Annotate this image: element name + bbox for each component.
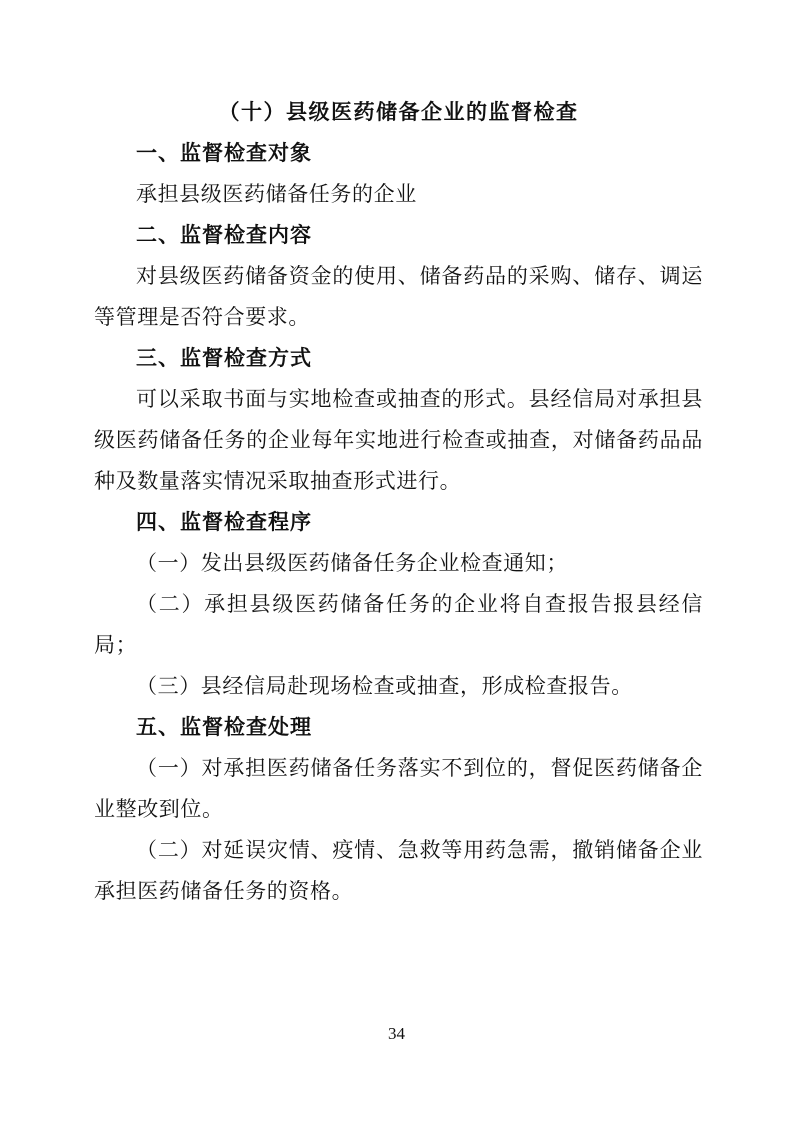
page-number: 34 bbox=[388, 1024, 405, 1043]
section-heading-4: 四、监督检查程序 bbox=[136, 511, 312, 534]
paragraph: （二）对延误灾情、疫情、急救等用药急需，撤销储备企业承担医药储备任务的资格。 bbox=[94, 838, 703, 903]
section-inspection-handling bbox=[94, 707, 703, 912]
page-title: （十）县级医药储备企业的监督检查 bbox=[218, 100, 579, 124]
section-inspection-target bbox=[94, 133, 703, 215]
paragraph: （一）对承担医药储备任务落实不到位的，督促医药储备企业整改到位。 bbox=[94, 756, 703, 821]
document-content bbox=[94, 92, 703, 912]
section-inspection-method bbox=[94, 338, 703, 502]
section-heading-3: 三、监督检查方式 bbox=[136, 347, 312, 370]
paragraph: 对县级医药储备资金的使用、储备药品的采购、储存、调运等管理是否符合要求。 bbox=[94, 264, 703, 329]
section-heading-1: 一、监督检查对象 bbox=[136, 142, 312, 165]
section-heading-2: 二、监督检查内容 bbox=[136, 224, 312, 247]
paragraph: 可以采取书面与实地检查或抽查的形式。县经信局对承担县级医药储备任务的企业每年实地进行检查或抽查，对储备药品品种及数量落实情况采取抽查形式进行。 bbox=[94, 387, 703, 493]
section-inspection-content bbox=[94, 215, 703, 338]
section-inspection-procedure bbox=[94, 502, 703, 707]
paragraph: （三）县经信局赴现场检查或抽查，形成检查报告。 bbox=[136, 674, 633, 698]
paragraph: （一）发出县级医药储备任务企业检查通知； bbox=[136, 551, 568, 575]
paragraph: 承担县级医药储备任务的企业 bbox=[136, 182, 417, 206]
paragraph: （二）承担县级医药储备任务的企业将自查报告报县经信局； bbox=[94, 592, 703, 657]
section-heading-5: 五、监督检查处理 bbox=[136, 716, 312, 739]
